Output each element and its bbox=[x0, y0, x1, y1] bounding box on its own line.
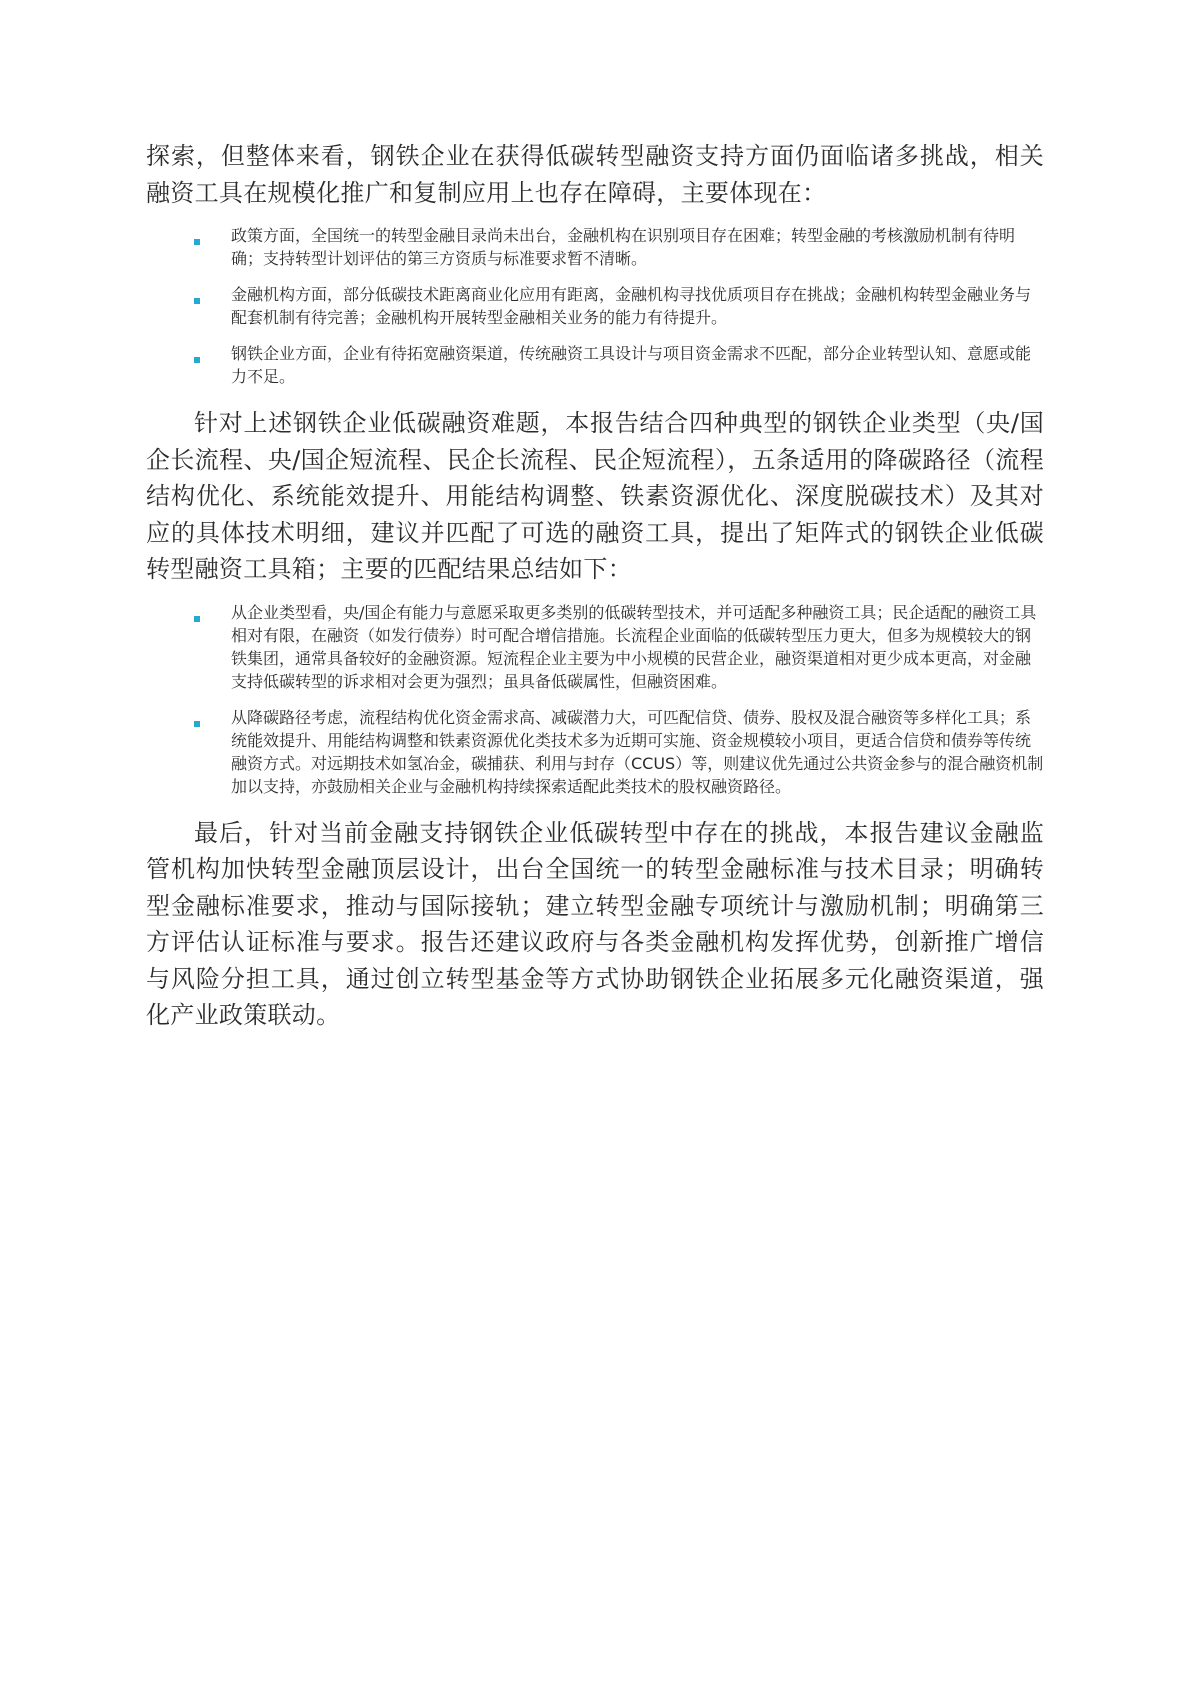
square-bullet-icon bbox=[194, 616, 200, 622]
list-item bbox=[146, 600, 1044, 692]
list-item bbox=[146, 705, 1044, 797]
square-bullet-icon bbox=[194, 239, 200, 245]
list-item-text: 钢铁企业方面，企业有待拓宽融资渠道，传统融资工具设计与项目资金需求不匹配，部分企业转型认知、意愿或能力不足。 bbox=[231, 344, 1032, 386]
closing-paragraph: 最后，针对当前金融支持钢铁企业低碳转型中存在的挑战，本报告建议金融监管机构加快转型金融顶层设计，出台全国统一的转型金融标准与技术目录；明确转型金融标准要求，推动与国际接轨；建立转型金融专项统计与激励机制；明确第三方评估认证标准与要求。报告还建议政府与各类金融机构发挥优势，创新推广增信与风险分担工具，通过创立转型基金等方式协助钢铁企业拓展多元化融资渠道，强化产业政策联动。 bbox=[146, 818, 1044, 1029]
results-list bbox=[146, 600, 1044, 797]
square-bullet-icon bbox=[194, 721, 200, 727]
toolbox-paragraph: 针对上述钢铁企业低碳融资难题，本报告结合四种典型的钢铁企业类型（央/国企长流程、央/国企短流程、民企长流程、民企短流程），五条适用的降碳路径（流程结构优化、系统能效提升、用能结构调整、铁素资源优化、深度脱碳技术）及其对应的具体技术明细，建议并匹配了可选的融资工具，提出了矩阵式的钢铁企业低碳转型融资工具箱；主要的匹配结果总结如下： bbox=[146, 409, 1044, 583]
intro-paragraph: 探索，但整体来看，钢铁企业在获得低碳转型融资支持方面仍面临诸多挑战，相关融资工具在规模化推广和复制应用上也存在障碍，主要体现在： bbox=[146, 142, 1044, 207]
list-item-text: 从企业类型看，央/国企有能力与意愿采取更多类别的低碳转型技术，并可适配多种融资工具；民企适配的融资工具相对有限，在融资（如发行债券）时可配合增信措施。长流程企业面临的低碳转型压力更大，但多为规模较大的钢铁集团，通常具备较好的金融资源。短流程企业主要为中小规模的民营企业，融资渠道相对更少成本更高，对金融支持低碳转型的诉求相对会更为强烈；虽具备低碳属性，但融资困难。 bbox=[231, 602, 1037, 691]
list-item-text: 金融机构方面，部分低碳技术距离商业化应用有距离，金融机构寻找优质项目存在挑战；金融机构转型金融业务与配套机制有待完善；金融机构开展转型金融相关业务的能力有待提升。 bbox=[231, 285, 1032, 327]
list-item bbox=[146, 341, 1044, 387]
list-item bbox=[146, 223, 1044, 269]
square-bullet-icon bbox=[194, 298, 200, 304]
list-item-text: 从降碳路径考虑，流程结构优化资金需求高、减碳潜力大，可匹配信贷、债券、股权及混合融资等多样化工具；系统能效提升、用能结构调整和铁素资源优化类技术多为近期可实施、资金规模较小项目，更适合信贷和债券等传统融资方式。对远期技术如氢冶金，碳捕获、利用与封存（CCUS）等，则建议优先通过公共资金参与的混合融资机制加以支持，亦鼓励相关企业与金融机构持续探索适配此类技术的股权融资路径。 bbox=[231, 707, 1044, 796]
square-bullet-icon bbox=[194, 357, 200, 363]
list-item-text: 政策方面，全国统一的转型金融目录尚未出台，金融机构在识别项目存在困难；转型金融的考核激励机制有待明确；支持转型计划评估的第三方资质与标准要求暂不清晰。 bbox=[231, 226, 1016, 268]
challenges-list bbox=[146, 223, 1044, 387]
list-item bbox=[146, 282, 1044, 328]
document-body bbox=[146, 138, 1044, 1034]
